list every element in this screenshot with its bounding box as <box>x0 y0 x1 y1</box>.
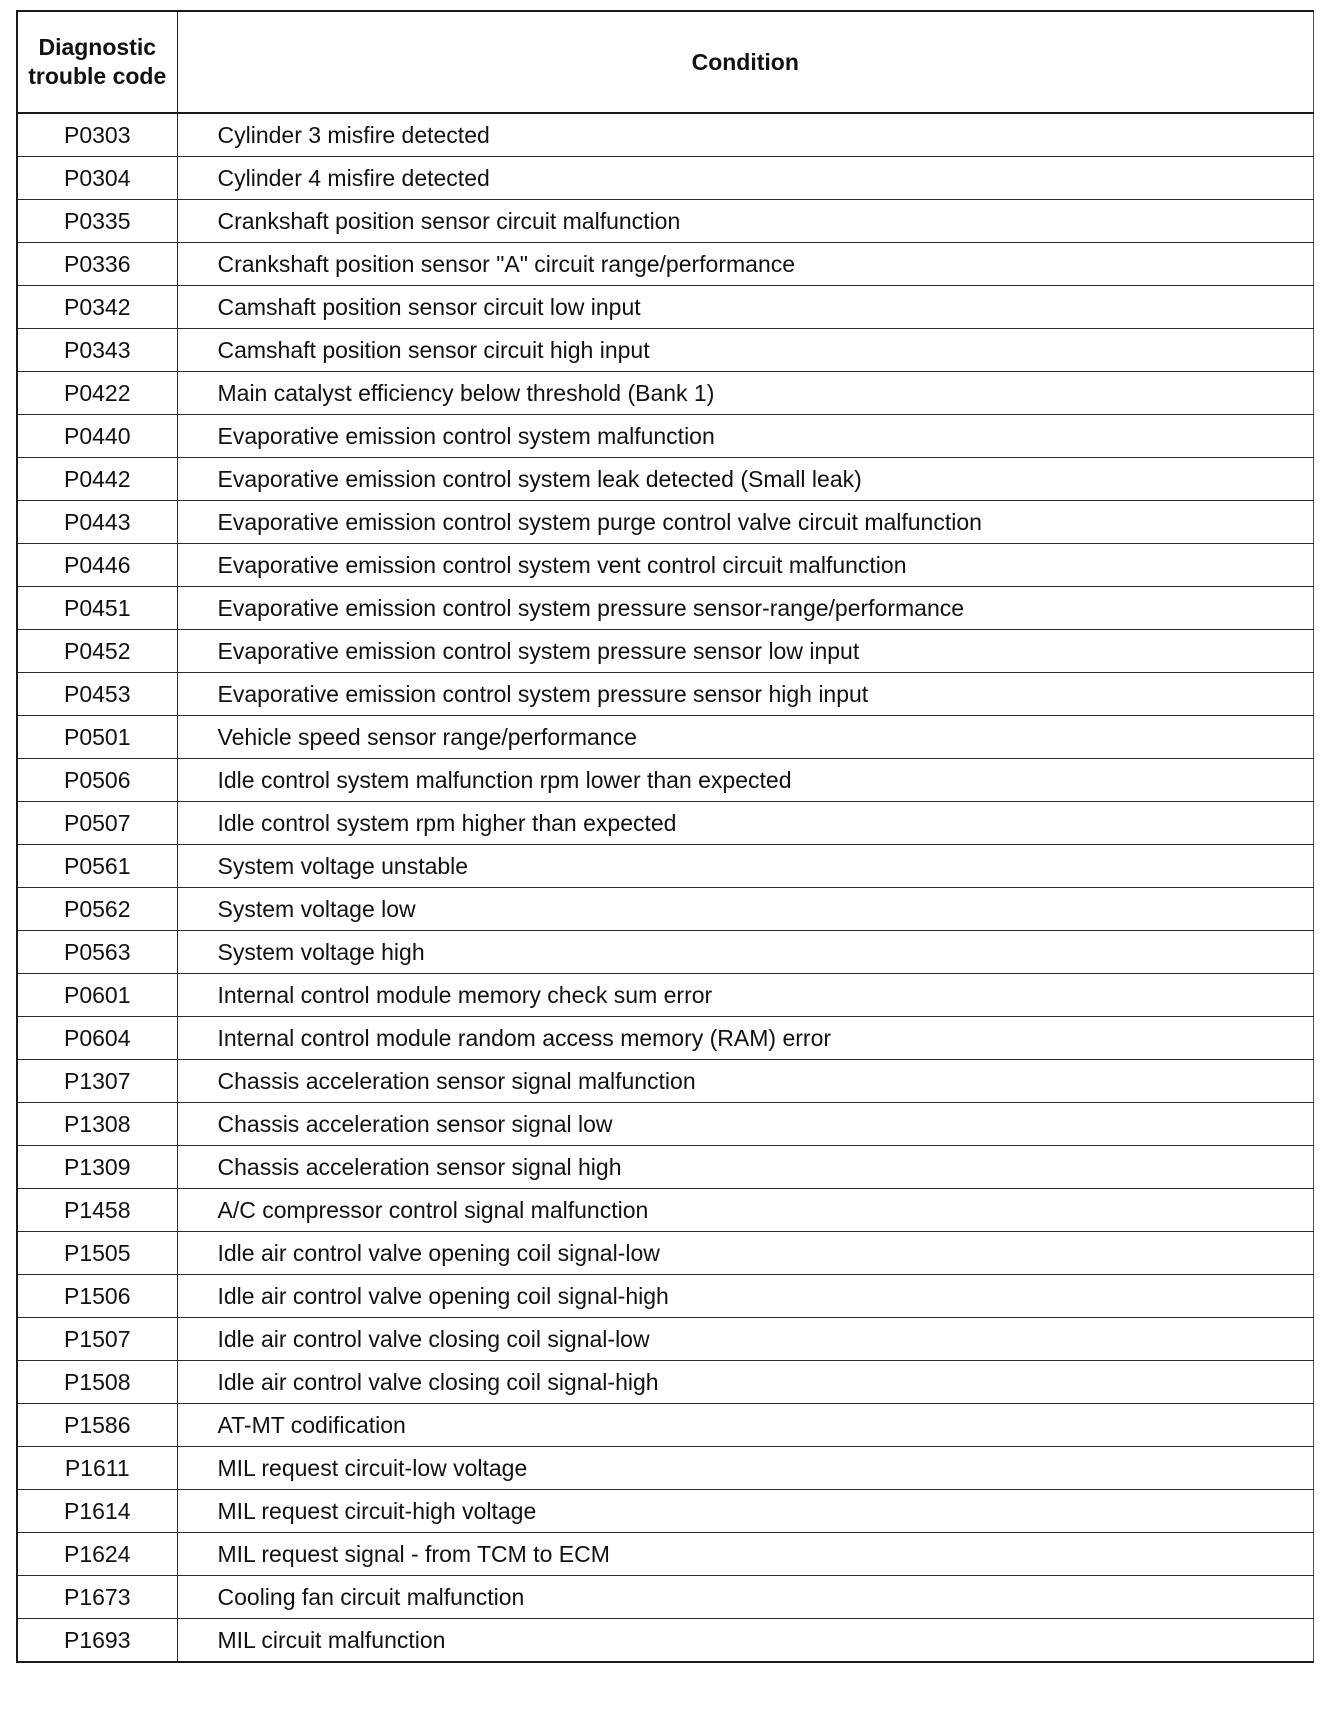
dtc-code-cell: P1614 <box>17 1490 177 1533</box>
table-row <box>17 1533 1314 1576</box>
table-row <box>17 888 1314 931</box>
header-row <box>17 11 1314 113</box>
table-row <box>17 931 1314 974</box>
dtc-code-cell: P0446 <box>17 544 177 587</box>
condition-cell: Idle air control valve closing coil signal-high <box>177 1361 1314 1404</box>
dtc-code-cell: P0453 <box>17 673 177 716</box>
table-row <box>17 415 1314 458</box>
dtc-code-cell: P1508 <box>17 1361 177 1404</box>
dtc-code-cell: P0601 <box>17 974 177 1017</box>
condition-cell: Evaporative emission control system vent control circuit malfunction <box>177 544 1314 587</box>
dtc-code-cell: P1673 <box>17 1576 177 1619</box>
table-row <box>17 1060 1314 1103</box>
condition-cell: Crankshaft position sensor circuit malfunction <box>177 200 1314 243</box>
dtc-table <box>16 10 1314 1663</box>
condition-cell: System voltage high <box>177 931 1314 974</box>
table-row <box>17 1576 1314 1619</box>
dtc-code-cell: P1505 <box>17 1232 177 1275</box>
table-row <box>17 1146 1314 1189</box>
condition-cell: MIL request circuit-high voltage <box>177 1490 1314 1533</box>
dtc-code-cell: P1507 <box>17 1318 177 1361</box>
dtc-code-cell: P0452 <box>17 630 177 673</box>
table-row <box>17 1404 1314 1447</box>
dtc-code-cell: P0303 <box>17 113 177 157</box>
dtc-code-cell: P0422 <box>17 372 177 415</box>
table-row <box>17 974 1314 1017</box>
table-row <box>17 1447 1314 1490</box>
condition-cell: Chassis acceleration sensor signal malfunction <box>177 1060 1314 1103</box>
condition-cell: Crankshaft position sensor "A" circuit range/performance <box>177 243 1314 286</box>
condition-cell: Internal control module random access memory (RAM) error <box>177 1017 1314 1060</box>
dtc-code-cell: P0336 <box>17 243 177 286</box>
table-row <box>17 673 1314 716</box>
condition-cell: Idle air control valve opening coil signal-low <box>177 1232 1314 1275</box>
table-header <box>17 11 1314 113</box>
table-body <box>17 113 1314 1662</box>
table-row <box>17 544 1314 587</box>
table-row <box>17 587 1314 630</box>
condition-cell: MIL circuit malfunction <box>177 1619 1314 1663</box>
condition-cell: Camshaft position sensor circuit low input <box>177 286 1314 329</box>
condition-cell: Idle air control valve closing coil signal-low <box>177 1318 1314 1361</box>
dtc-code-cell: P0443 <box>17 501 177 544</box>
table-row <box>17 802 1314 845</box>
condition-cell: Cooling fan circuit malfunction <box>177 1576 1314 1619</box>
table-row <box>17 243 1314 286</box>
dtc-code-cell: P0343 <box>17 329 177 372</box>
condition-cell: Main catalyst efficiency below threshold (Bank 1) <box>177 372 1314 415</box>
table-row <box>17 157 1314 200</box>
condition-cell: Cylinder 3 misfire detected <box>177 113 1314 157</box>
table-row <box>17 200 1314 243</box>
dtc-code-cell: P0440 <box>17 415 177 458</box>
dtc-code-cell: P0561 <box>17 845 177 888</box>
condition-cell: MIL request signal - from TCM to ECM <box>177 1533 1314 1576</box>
table-row <box>17 1619 1314 1663</box>
table-row <box>17 1275 1314 1318</box>
condition-cell: Camshaft position sensor circuit high input <box>177 329 1314 372</box>
condition-cell: Idle control system rpm higher than expected <box>177 802 1314 845</box>
condition-cell: Evaporative emission control system malfunction <box>177 415 1314 458</box>
table-row <box>17 1318 1314 1361</box>
condition-cell: Evaporative emission control system pressure sensor-range/performance <box>177 587 1314 630</box>
table-row <box>17 329 1314 372</box>
dtc-code-cell: P1506 <box>17 1275 177 1318</box>
dtc-code-cell: P0335 <box>17 200 177 243</box>
condition-cell: MIL request circuit-low voltage <box>177 1447 1314 1490</box>
condition-cell: Evaporative emission control system purge control valve circuit malfunction <box>177 501 1314 544</box>
condition-cell: Chassis acceleration sensor signal high <box>177 1146 1314 1189</box>
table-row <box>17 759 1314 802</box>
condition-cell: Cylinder 4 misfire detected <box>177 157 1314 200</box>
condition-cell: A/C compressor control signal malfunction <box>177 1189 1314 1232</box>
dtc-code-cell: P0506 <box>17 759 177 802</box>
table-row <box>17 1232 1314 1275</box>
condition-cell: Idle control system malfunction rpm lower than expected <box>177 759 1314 802</box>
dtc-code-cell: P0507 <box>17 802 177 845</box>
table-row <box>17 845 1314 888</box>
dtc-code-cell: P0604 <box>17 1017 177 1060</box>
condition-cell: Evaporative emission control system pressure sensor low input <box>177 630 1314 673</box>
condition-cell: Chassis acceleration sensor signal low <box>177 1103 1314 1146</box>
dtc-code-cell: P0563 <box>17 931 177 974</box>
dtc-code-cell: P1458 <box>17 1189 177 1232</box>
dtc-code-cell: P0501 <box>17 716 177 759</box>
condition-cell: Vehicle speed sensor range/performance <box>177 716 1314 759</box>
dtc-code-cell: P0451 <box>17 587 177 630</box>
table-row <box>17 1189 1314 1232</box>
table-row <box>17 1361 1314 1404</box>
condition-cell: System voltage unstable <box>177 845 1314 888</box>
condition-cell: Internal control module memory check sum error <box>177 974 1314 1017</box>
table-row <box>17 286 1314 329</box>
table-row <box>17 1017 1314 1060</box>
table-row <box>17 458 1314 501</box>
dtc-code-cell: P1586 <box>17 1404 177 1447</box>
table-row <box>17 113 1314 157</box>
dtc-code-cell: P0442 <box>17 458 177 501</box>
condition-cell: System voltage low <box>177 888 1314 931</box>
header-condition: Condition <box>177 11 1314 113</box>
dtc-code-cell: P1624 <box>17 1533 177 1576</box>
table-row <box>17 1103 1314 1146</box>
dtc-code-cell: P0342 <box>17 286 177 329</box>
condition-cell: AT-MT codification <box>177 1404 1314 1447</box>
dtc-code-cell: P1309 <box>17 1146 177 1189</box>
table-row <box>17 1490 1314 1533</box>
condition-cell: Evaporative emission control system leak detected (Small leak) <box>177 458 1314 501</box>
table-row <box>17 630 1314 673</box>
table-row <box>17 716 1314 759</box>
dtc-code-cell: P1308 <box>17 1103 177 1146</box>
dtc-code-cell: P1693 <box>17 1619 177 1663</box>
header-diagnostic-trouble-code: Diagnostic trouble code <box>17 11 177 113</box>
table-row <box>17 501 1314 544</box>
dtc-code-cell: P0562 <box>17 888 177 931</box>
dtc-code-cell: P1611 <box>17 1447 177 1490</box>
table-row <box>17 372 1314 415</box>
condition-cell: Idle air control valve opening coil signal-high <box>177 1275 1314 1318</box>
condition-cell: Evaporative emission control system pressure sensor high input <box>177 673 1314 716</box>
dtc-code-cell: P1307 <box>17 1060 177 1103</box>
dtc-code-cell: P0304 <box>17 157 177 200</box>
